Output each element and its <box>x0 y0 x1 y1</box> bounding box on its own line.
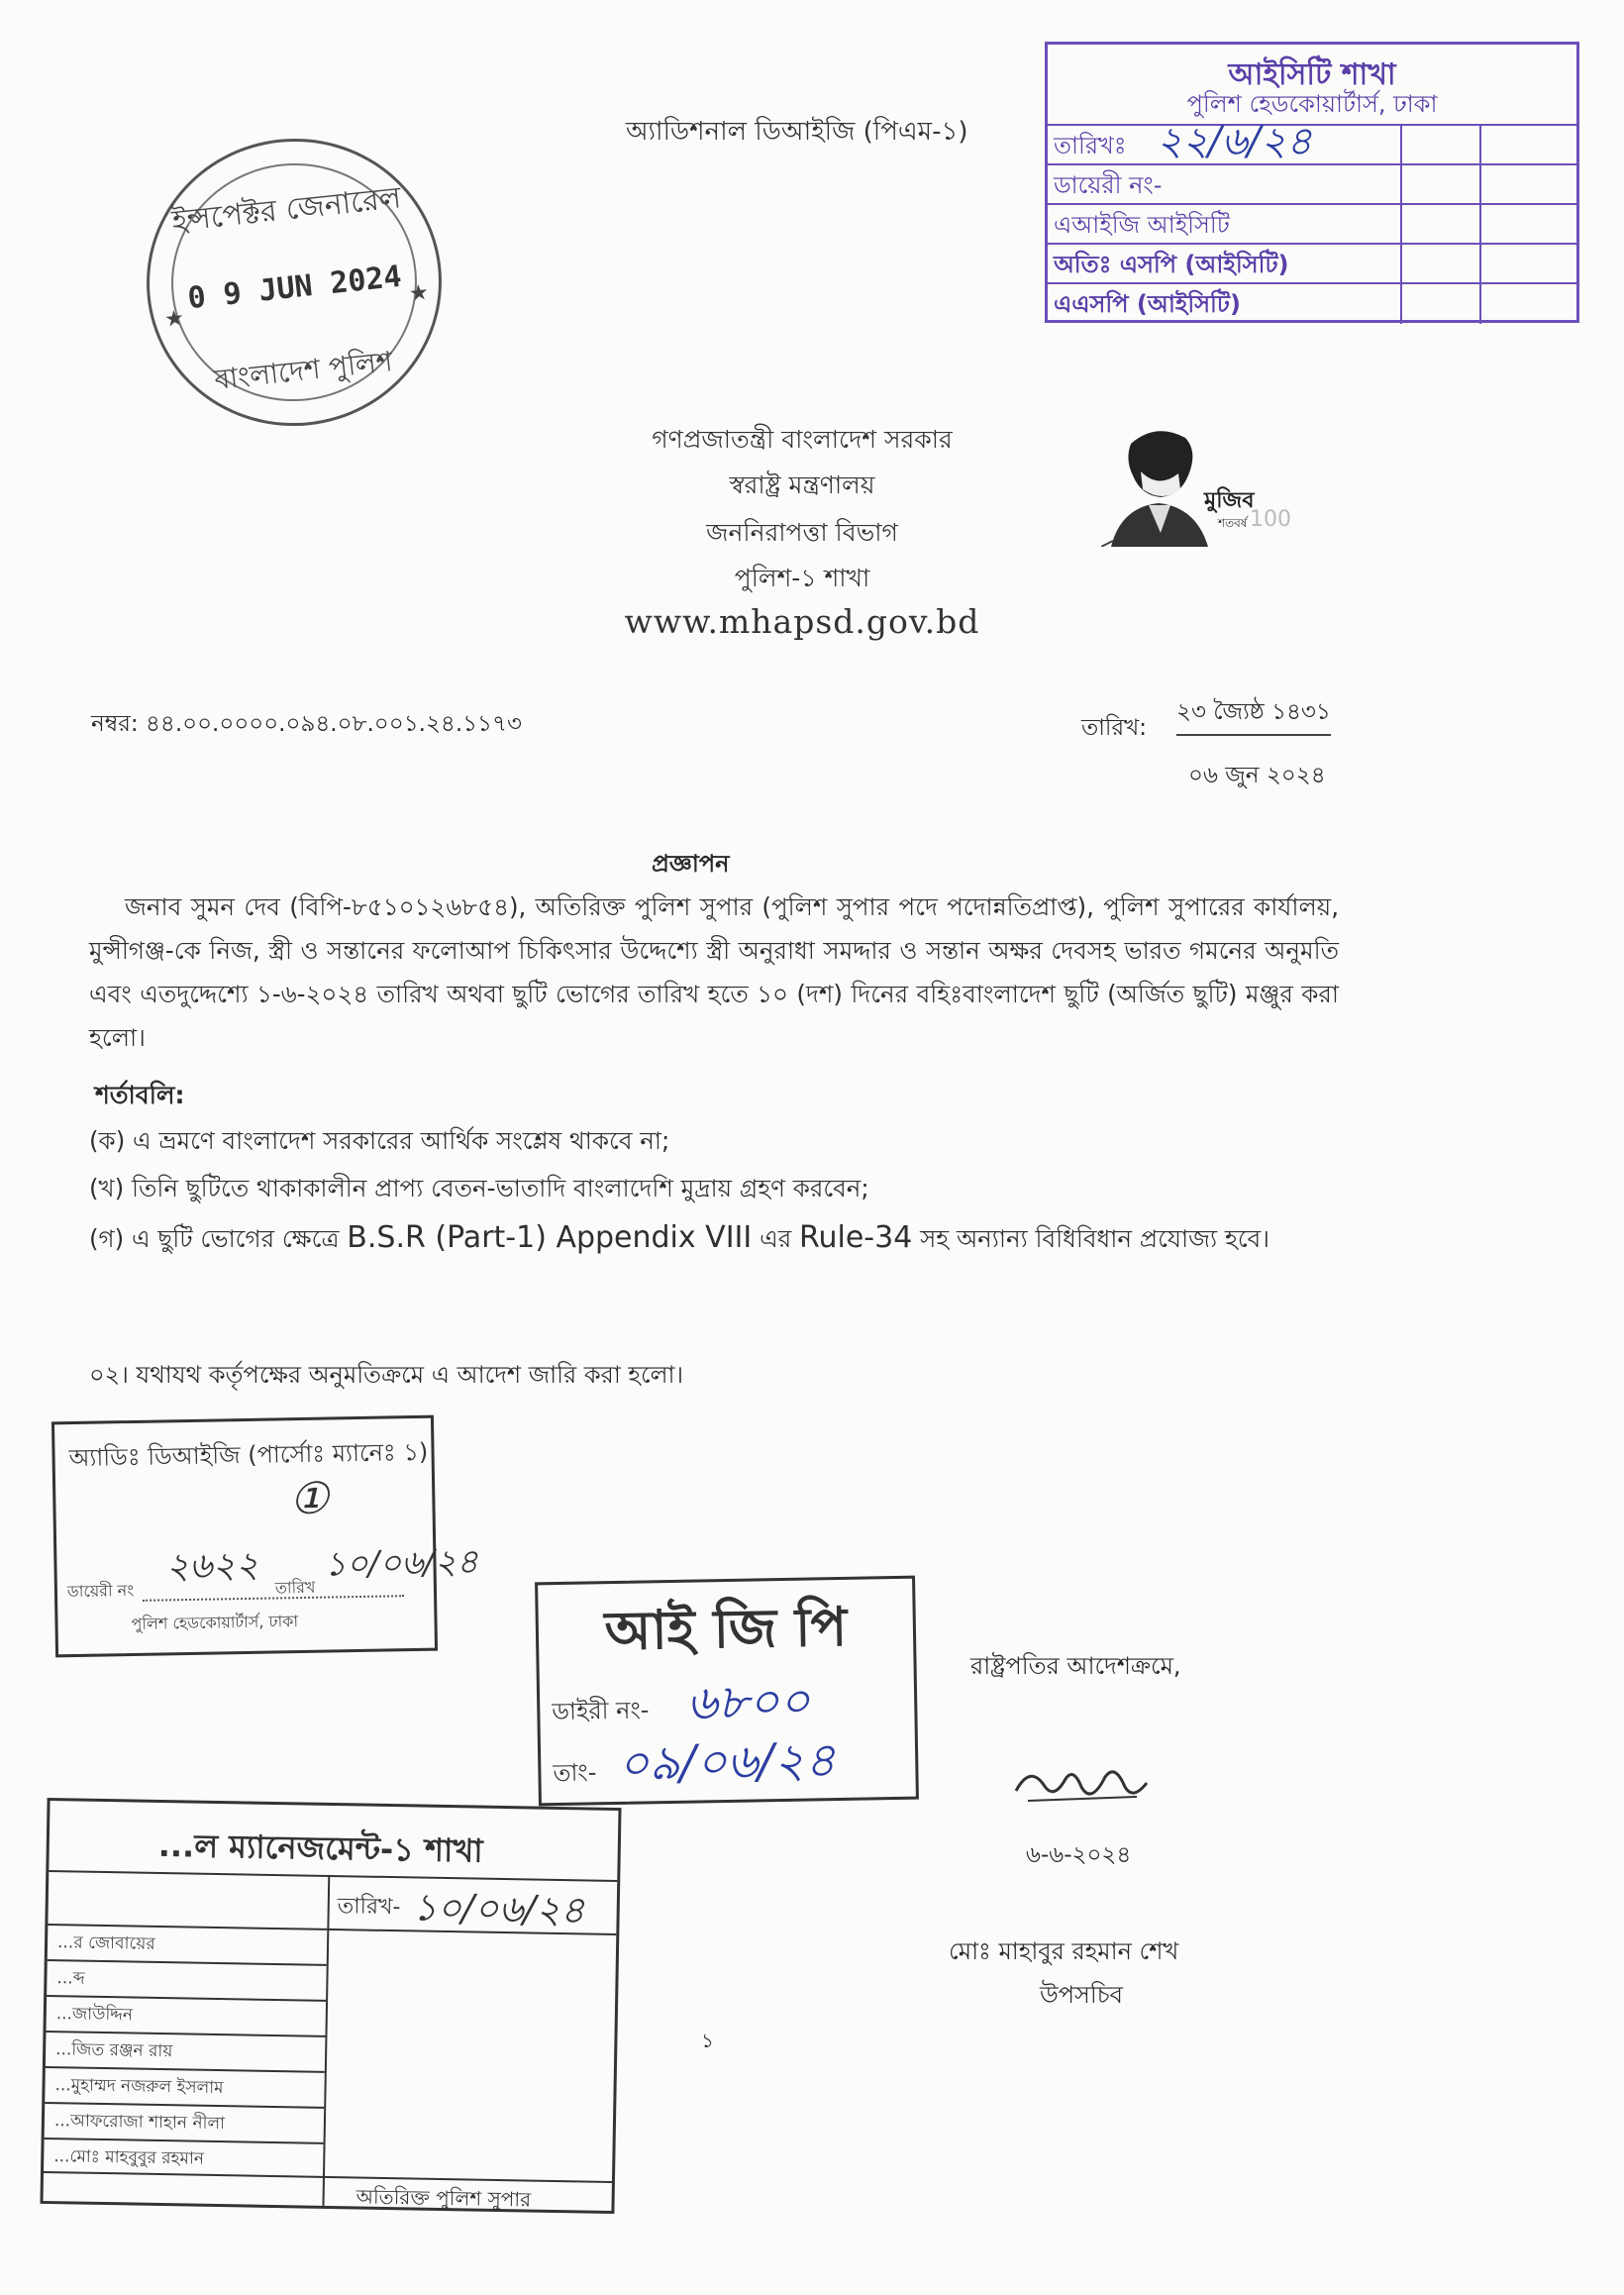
notice-title: প্রজ্ঞাপন <box>652 850 730 878</box>
conditions-title: শর্তাবলি: <box>95 1081 185 1109</box>
memo-number: নম্বর: ৪৪.০০.০০০০.০৯৪.০৮.০০১.২৪.১১৭৩ <box>91 711 522 737</box>
addl-stamp-diary-no: ২৬২২ <box>165 1544 259 1588</box>
igp-stamp-diary-no: ৬৮০০ <box>685 1673 811 1731</box>
page-number: ১ <box>701 2029 714 2052</box>
gov-line-4: পুলিশ-১ শাখা <box>734 564 870 592</box>
ict-stamp-row-date: তারিখঃ ২২/৬/২৪ <box>1048 126 1576 165</box>
igp-stamp-title: আই জি পি <box>604 1595 848 1663</box>
mgmt-stamp-date-label: তারিখ- <box>337 1894 401 1921</box>
ict-stamp-row-aig: এআইজি আইসিটি <box>1048 205 1576 245</box>
seal-bottom-text: বাংলাদেশ পুলিশ <box>212 345 394 396</box>
logo-subtext: শতবর্ষ <box>1218 516 1248 530</box>
addl-stamp-diary-label: ডায়েরী নং <box>66 1580 135 1602</box>
ict-stamp-row-asp: এএসপি (আইসিটি) <box>1048 284 1576 324</box>
gov-line-3: জননিরাপত্তা বিভাগ <box>706 518 898 547</box>
order-line: রাষ্ট্রপতির আদেশক্রমে, <box>970 1652 1181 1680</box>
addl-dig-stamp <box>51 1415 479 1658</box>
ict-stamp-row-diary: ডায়েরী নং- <box>1048 165 1576 205</box>
mgmt-stamp-name: ...জিত রঞ্জন রায় <box>55 2039 173 2062</box>
mujib-centenary-logo <box>1101 424 1291 547</box>
mgmt-stamp-footer: অতিরিক্ত পুলিশ সুপার <box>355 2184 532 2212</box>
signature-icon <box>1008 1757 1157 1813</box>
signature-date: ৬-৬-২০২৪ <box>1026 1842 1132 1868</box>
notice-body: জনাব সুমন দেব (বিপি-৮৫১০১২৬৮৫৪), অতিরিক্ত পুলিশ সুপার (পুলিশ সুপার পদে পদোন্নতিপ্রাপ্ত), পুলিশ সুপারের কার্যালয়, মুন্সীগঞ্জ-কে নিজ, স্ত্রী ও সন্তানের ফলোআপ চিকিৎসার উদ্দেশ্যে স্ত্রী অনুরাধা সমদ্দার ও সন্তান অক্ষর দেবসহ ভারত গমনের অনুমতি এবং এতদুদ্দেশ্যে ১-৬-২০২৪ তারিখ অথবা ছুটি ভোগের তারিখ হতে ১০ (দশ) দিনের বহিঃবাংলাদেশ ছুটি (অর্জিত ছুটি) মঞ্জুর করা হলো। <box>89 892 1339 1052</box>
ict-branch-stamp <box>1045 42 1579 323</box>
condition-kha: (খ) তিনি ছুটিতে থাকাকালীন প্রাপ্য বেতন-ভাতাদি বাংলাদেশি মুদ্রায় গ্রহণ করবেন; <box>89 1174 869 1202</box>
ict-stamp-title: আইসিটি শাখা <box>1228 57 1396 92</box>
memo-date-gregorian: ০৬ জুন ২০২৪ <box>1188 763 1326 788</box>
management-branch-stamp <box>40 1798 621 2214</box>
igp-circular-seal <box>133 124 457 441</box>
condition-ga: (গ) এ ছুটি ভোগের ক্ষেত্রে B.S.R (Part-1) Appendix VIII এর Rule-34 সহ অন্যান্য বিধিবিধান প্রযোজ্য হবে। <box>89 1220 1270 1255</box>
mgmt-stamp-title: ...ল ম্যানেজমেন্ট-১ শাখা <box>157 1826 483 1870</box>
addl-stamp-date-label: তারিখ <box>274 1577 316 1598</box>
logo-text: মুজিব <box>1204 488 1255 513</box>
paragraph-2: ০২। যথাযথ কর্তৃপক্ষের অনুমতিক্রমে এ আদেশ জারি করা হলো। <box>89 1361 684 1389</box>
igp-stamp-date: ০৯/০৬/২৪ <box>617 1732 837 1792</box>
seal-star-icon: ★ <box>407 279 431 307</box>
mgmt-stamp-name: ...র জোবায়ের <box>56 1932 155 1954</box>
igp-stamp-date-label: তাং- <box>553 1758 597 1788</box>
signatory-name: মোঃ মাহাবুর রহমান শেখ <box>949 1937 1179 1965</box>
logo-100-mark: 100 <box>1250 507 1291 532</box>
mgmt-stamp-date: ১০/০৬/২৪ <box>412 1885 585 1932</box>
mgmt-stamp-name: ...আফরোজা শাহান নীলা <box>53 2111 226 2135</box>
seal-date: 0 9 JUN 2024 <box>185 259 404 317</box>
ict-stamp-date-value: ২২/৬/২৪ <box>1157 119 1312 164</box>
gov-website: www.mhapsd.gov.bd <box>624 602 980 641</box>
igp-stamp <box>535 1576 919 1807</box>
seal-star-icon: ★ <box>162 305 186 333</box>
memo-date-label: তারিখ: <box>1081 715 1148 741</box>
gov-line-2: স্বরাষ্ট্র মন্ত্রণালয় <box>729 470 875 499</box>
mgmt-stamp-name: ...মোঃ মাহবুবুর রহমান <box>53 2146 205 2169</box>
mgmt-stamp-name: ...মুহাম্মদ নজরুল ইসলাম <box>54 2075 224 2099</box>
ict-stamp-subtitle: পুলিশ হেডকোয়ার্টার্স, ঢাকা <box>1186 90 1438 118</box>
signatory-designation: উপসচিব <box>1040 1981 1124 2009</box>
memo-date-bangla: ২৩ জ্যৈষ্ঠ ১৪৩১ <box>1176 693 1331 736</box>
condition-ka: (ক) এ ভ্রমণে বাংলাদেশ সরকারের আর্থিক সংশ্লেষ থাকবে না; <box>89 1126 670 1155</box>
mgmt-stamp-name: ...ব্দ <box>56 1968 85 1989</box>
ict-stamp-row-addl-sp: অতিঃ এসপি (আইসিটি) <box>1048 245 1576 284</box>
addl-stamp-footer: পুলিশ হেডকোয়ার্টার্স, ঢাকা <box>131 1612 299 1634</box>
header-addl-dig: অ্যাডিশনাল ডিআইজি (পিএম-১) <box>626 117 968 147</box>
addl-stamp-mark: ① <box>288 1473 330 1525</box>
addl-stamp-date: ১০/০৬/২৪ <box>324 1541 479 1585</box>
addl-stamp-title: অ্যাডিঃ ডিআইজি (পার্সোঃ ম্যানেঃ ১) <box>68 1437 429 1473</box>
gov-line-1: গণপ্রজাতন্ত্রী বাংলাদেশ সরকার <box>652 425 953 454</box>
igp-stamp-diary-label: ডাইরী নং- <box>552 1696 650 1726</box>
mgmt-stamp-name: ...জাউদ্দিন <box>55 2004 134 2026</box>
seal-top-text: ইন্সপেক্টর জেনারেল <box>169 180 403 240</box>
